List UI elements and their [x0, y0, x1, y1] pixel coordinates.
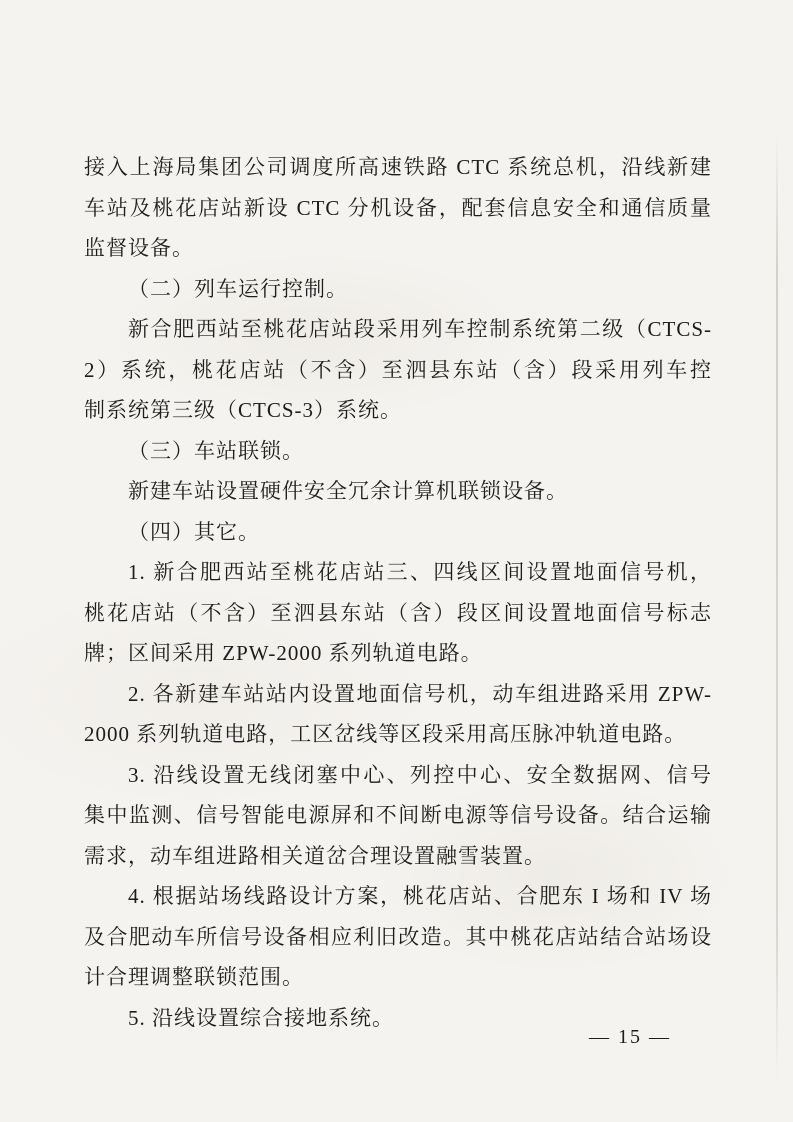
text-line: 计合理调整联锁范围。 [84, 965, 304, 989]
page-number: — 15 — [589, 1026, 671, 1048]
text-line: 2000 系列轨道电路，工区岔线等区段采用高压脉冲轨道电路。 [84, 722, 687, 746]
text-line: 制系统第三级（CTCS-3）系统。 [84, 398, 403, 422]
text-line: 及合肥动车所信号设备相应利旧改造。其中桃花店站结合站场设 [84, 924, 712, 949]
text-line: 新建车站设置硬件安全冗余计算机联锁设备。 [128, 479, 568, 503]
numbered-item-5: 5. 沿线设置综合接地系统。 [128, 1005, 394, 1030]
section-heading-3: （三）车站联锁。 [128, 438, 304, 463]
section-heading-4: （四）其它。 [128, 519, 260, 544]
numbered-item-3: 3. 沿线设置无线闭塞中心、列控中心、安全数据网、信号 [128, 762, 712, 787]
text-line: 需求，动车组进路相关道岔合理设置融雪装置。 [84, 843, 546, 868]
section-heading-2: （二）列车运行控制。 [128, 276, 348, 301]
text-line: 2）系统，桃花店站（不含）至泗县东站（含）段采用列车控 [84, 357, 712, 382]
text-line: 新合肥西站至桃花店站段采用列车控制系统第二级（CTCS- [128, 317, 712, 341]
numbered-item-1: 1. 新合肥西站至桃花店站三、四线区间设置地面信号机， [128, 560, 712, 584]
text-line: 牌；区间采用 ZPW-2000 系列轨道电路。 [84, 641, 483, 665]
text-line: 桃花店站（不含）至泗县东站（含）段区间设置地面信号标志 [84, 600, 712, 625]
numbered-item-4: 4. 根据站场线路设计方案，桃花店站、合肥东 I 场和 IV 场 [128, 884, 712, 908]
text-line: 接入上海局集团公司调度所高速铁路 CTC 系统总机，沿线新建 [84, 155, 712, 179]
document-body-text [84, 147, 712, 1038]
numbered-item-2: 2. 各新建车站站内设置地面信号机，动车组进路采用 ZPW- [128, 681, 712, 706]
text-line: 监督设备。 [84, 236, 194, 260]
text-line: 集中监测、信号智能电源屏和不间断电源等信号设备。结合运输 [84, 803, 712, 827]
text-line: 车站及桃花店站新设 CTC 分机设备，配套信息安全和通信质量 [84, 195, 712, 220]
scan-edge-artifact [776, 130, 778, 1082]
